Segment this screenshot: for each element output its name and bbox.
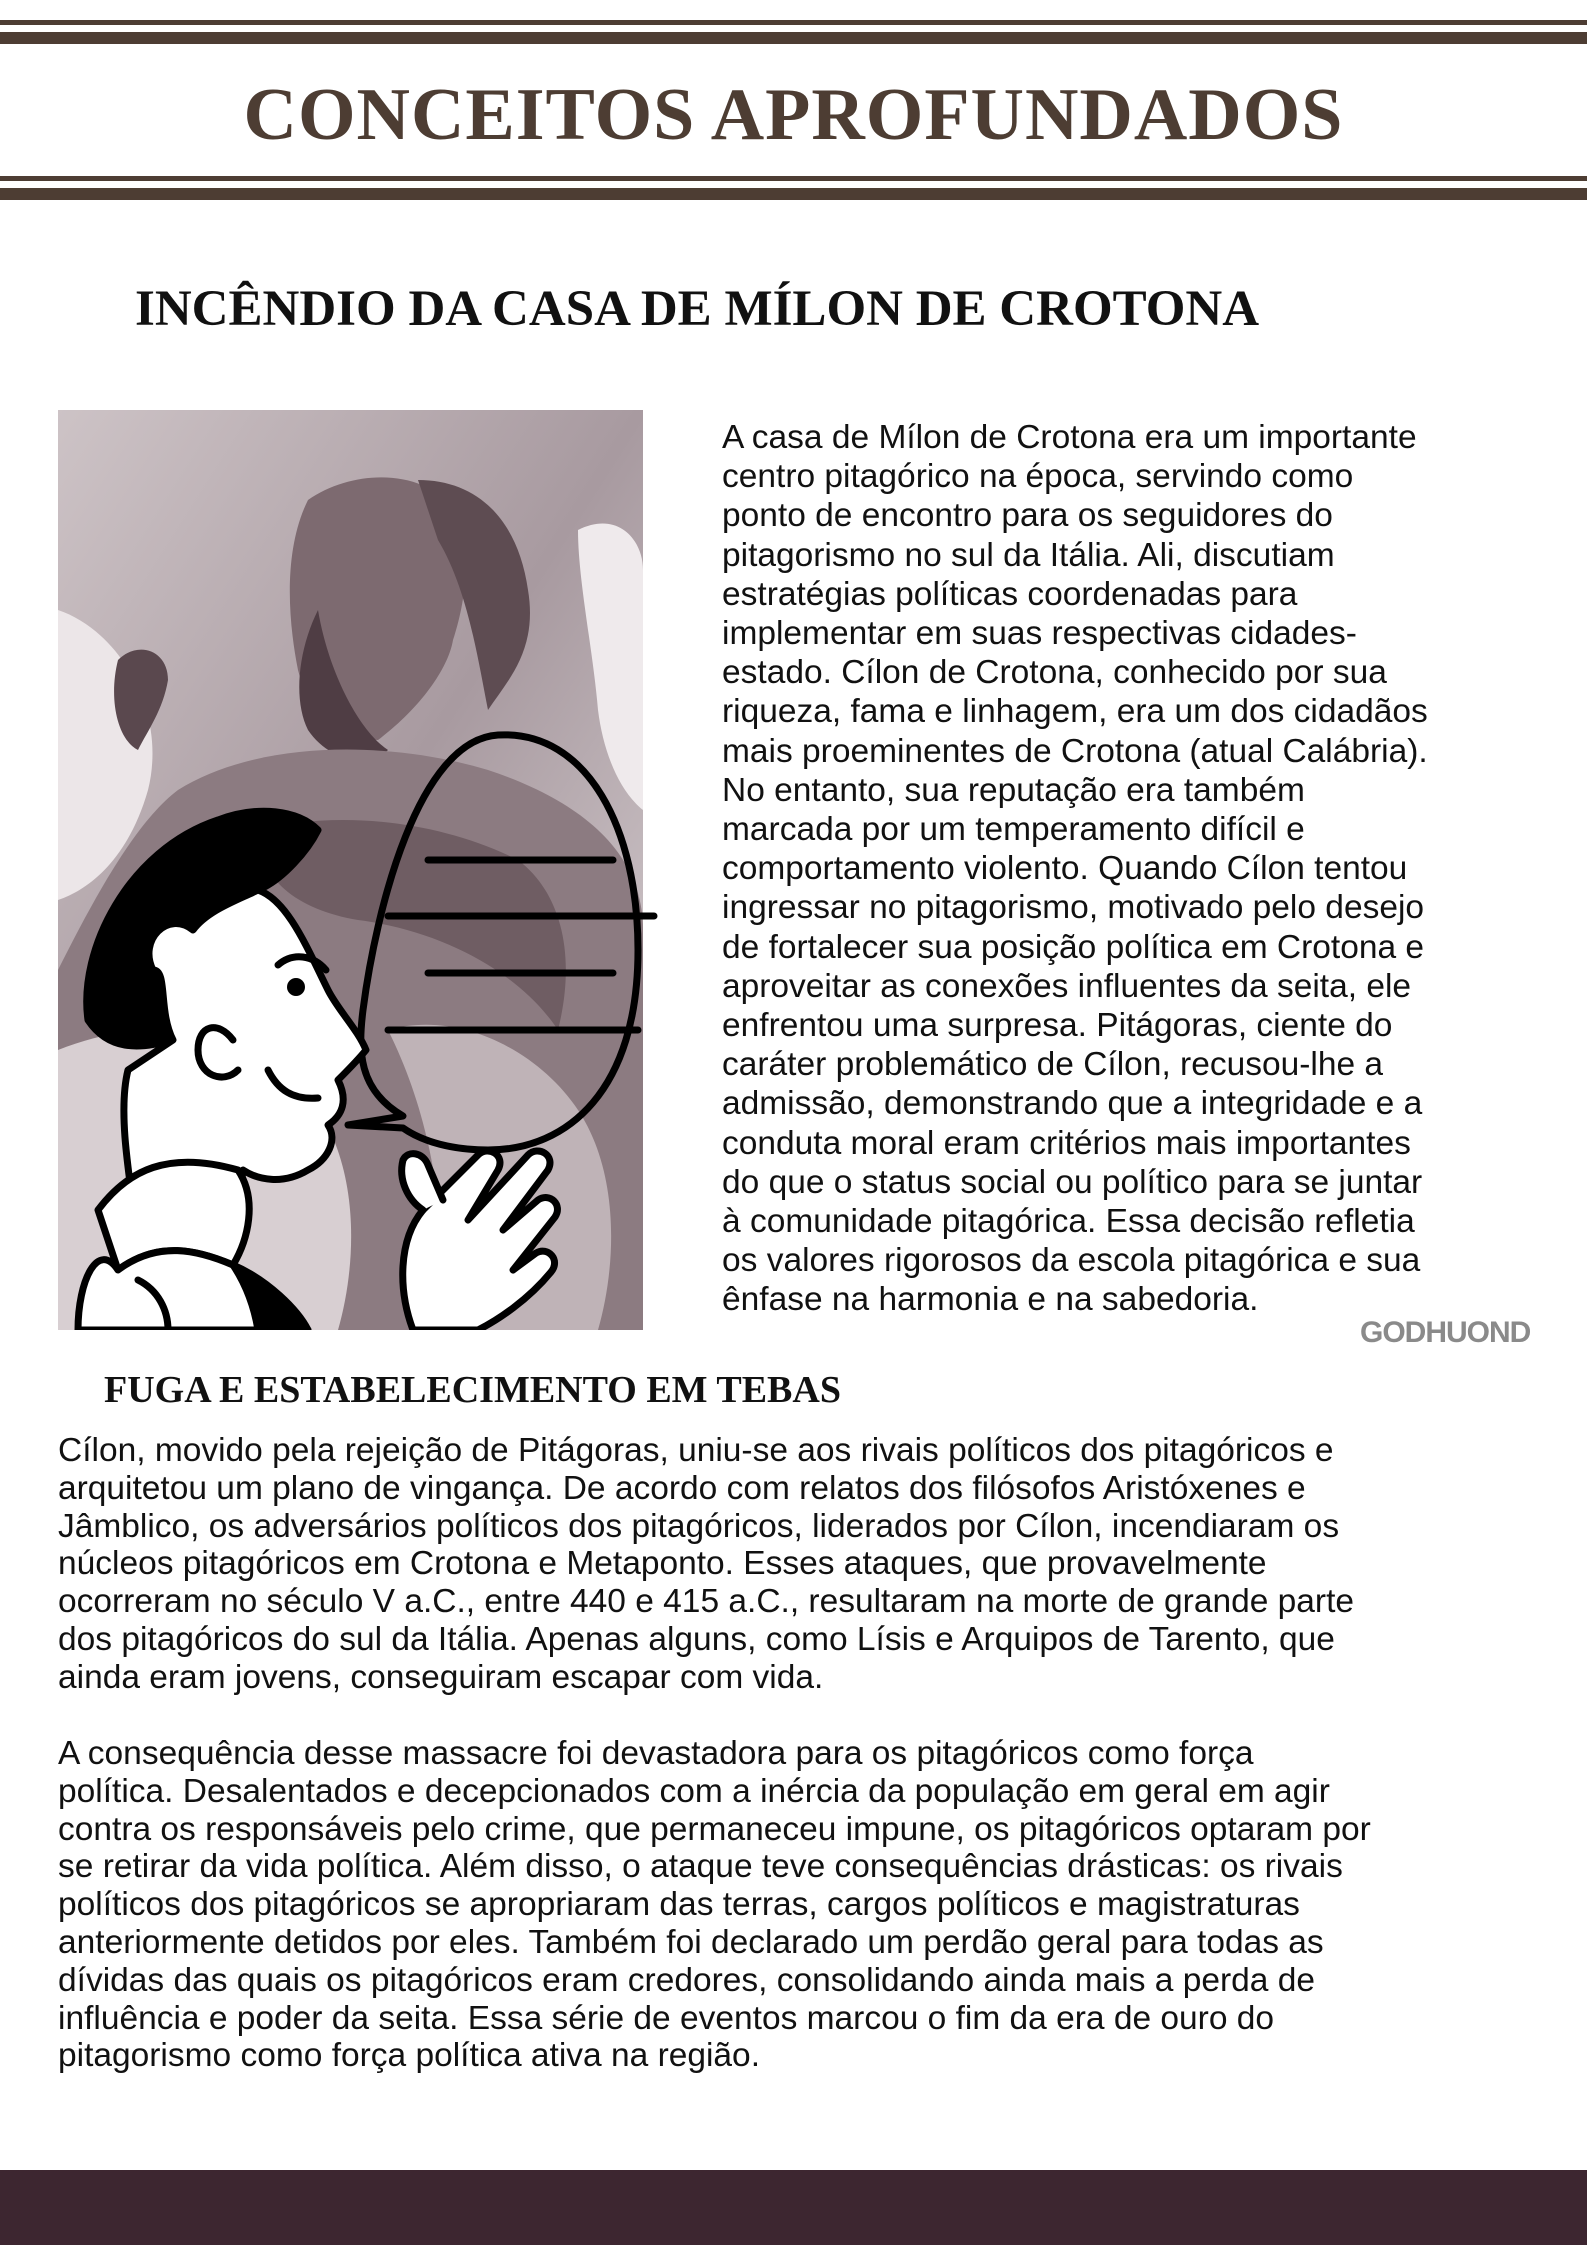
section1-body-line: ingressar no pitagorismo, motivado pelo desejo xyxy=(722,889,1425,927)
section2-heading: FUGA E ESTABELECIMENTO EM TEBAS xyxy=(104,1369,841,1411)
section1-body-line: enfrentou uma surpresa. Pitágoras, ciente do xyxy=(722,1007,1393,1045)
section1-body-line: ênfase na harmonia e na sabedoria. xyxy=(722,1281,1259,1319)
page-title: CONCEITOS APROFUNDADOS xyxy=(243,74,1344,156)
section1-body xyxy=(722,418,1542,1320)
section1-body-line: comportamento violento. Quando Cílon tentou xyxy=(722,850,1408,888)
footer-bar xyxy=(0,2170,1587,2245)
section2-paragraph-2-line: contra os responsáveis pelo crime, que permaneceu impune, os pitagóricos optaram por xyxy=(58,1810,1371,1848)
section1-body-line: No entanto, sua reputação era também xyxy=(722,771,1305,809)
section2-paragraph-2-line: política. Desalentados e decepcionados com a inércia da população em geral em agir xyxy=(58,1772,1330,1810)
section2-paragraph-2-line: dívidas das quais os pitagóricos eram credores, consolidando ainda mais a perda de xyxy=(58,1961,1315,1999)
section1-body-line: ponto de encontro para os seguidores do xyxy=(722,497,1333,535)
section2-paragraph-2-line: A consequência desse massacre foi devastadora para os pitagóricos como força xyxy=(58,1735,1254,1772)
section2-paragraph-2-line: influência e poder da seita. Essa série de eventos marcou o fim da era de ouro do xyxy=(58,1999,1275,2037)
section2-paragraph-2 xyxy=(58,1735,1548,2075)
section2-paragraph-1-line: Jâmblico, os adversários políticos dos pitagóricos, liderados por Cílon, incendiaram os xyxy=(58,1507,1340,1545)
section2-paragraph-1-line: Cílon, movido pela rejeição de Pitágoras, uniu-se aos rivais políticos dos pitagóricos e xyxy=(58,1432,1334,1469)
section2-paragraph-1 xyxy=(58,1432,1548,1697)
header-rule-top-thick xyxy=(0,32,1587,44)
section1-body-line: pitagorismo no sul da Itália. Ali, discutiam xyxy=(722,536,1335,574)
section2-paragraph-2-line: pitagorismo como força política ativa na região. xyxy=(58,2037,760,2075)
section1-body-line: riqueza, fama e linhagem, era um dos cidadãos xyxy=(722,693,1428,731)
section2-paragraph-1-line: núcleos pitagóricos em Crotona e Metaponto. Esses ataques, que provavelmente xyxy=(58,1545,1267,1583)
header-rule-top-thin xyxy=(0,20,1587,25)
section1-body-line: centro pitagórico na época, servindo como xyxy=(722,458,1354,496)
section1-body-line: mais proeminentes de Crotona (atual Calábria). xyxy=(722,732,1428,770)
section1-body-line: caráter problemático de Cílon, recusou-lhe a xyxy=(722,1046,1384,1084)
section1-body-line: estado. Cílon de Crotona, conhecido por sua xyxy=(722,654,1387,692)
section2-paragraph-2-line: se retirar da vida política. Além disso, o ataque teve consequências drásticas: os rivais xyxy=(58,1848,1343,1886)
section1-heading: INCÊNDIO DA CASA DE MÍLON DE CROTONA xyxy=(135,281,1260,337)
section1-body-line: de fortalecer sua posição política em Crotona e xyxy=(722,928,1425,966)
section1-body-line: os valores rigorosos da escola pitagórica e sua xyxy=(722,1242,1421,1280)
section2-paragraph-2-line: anteriormente detidos por eles. Também foi declarado um perdão geral para todas as xyxy=(58,1923,1324,1961)
section1-body-line: conduta moral eram critérios mais importantes xyxy=(722,1124,1411,1162)
section2-paragraph-1-line: dos pitagóricos do sul da Itália. Apenas alguns, como Lísis e Arquipos de Tarento, que xyxy=(58,1620,1335,1658)
header-rule-bottom-thin xyxy=(0,176,1587,181)
section1-body-line: implementar em suas respectivas cidades- xyxy=(722,615,1357,653)
section1-body-line: A casa de Mílon de Crotona era um importante xyxy=(722,419,1417,456)
speaking-person-illustration xyxy=(58,410,698,1330)
section2-paragraph-1-line: arquitetou um plano de vingança. De acordo com relatos dos filósofos Aristóxenes e xyxy=(58,1469,1306,1507)
section2-paragraph-2-line: políticos dos pitagóricos se apropriaram das terras, cargos políticos e magistraturas xyxy=(58,1886,1300,1924)
section1-body-line: marcada por um temperamento difícil e xyxy=(722,811,1305,849)
section1-body-line: aproveitar as conexões influentes da seita, ele xyxy=(722,967,1412,1005)
section1-body-line: à comunidade pitagórica. Essa decisão refletia xyxy=(722,1203,1415,1241)
header-rule-bottom-thick xyxy=(0,188,1587,200)
section2-paragraph-1-line: ainda eram jovens, conseguiram escapar com vida. xyxy=(58,1658,824,1696)
section1-body-line: estratégias políticas coordenadas para xyxy=(722,575,1298,613)
watermark: GODHUOND xyxy=(1360,1316,1531,1349)
section1-body-line: admissão, demonstrando que a integridade e a xyxy=(722,1085,1423,1123)
section1-body-line: do que o status social ou político para se juntar xyxy=(722,1163,1423,1201)
section2-paragraph-1-line: ocorreram no século V a.C., entre 440 e 415 a.C., resultaram na morte de grande parte xyxy=(58,1583,1355,1621)
